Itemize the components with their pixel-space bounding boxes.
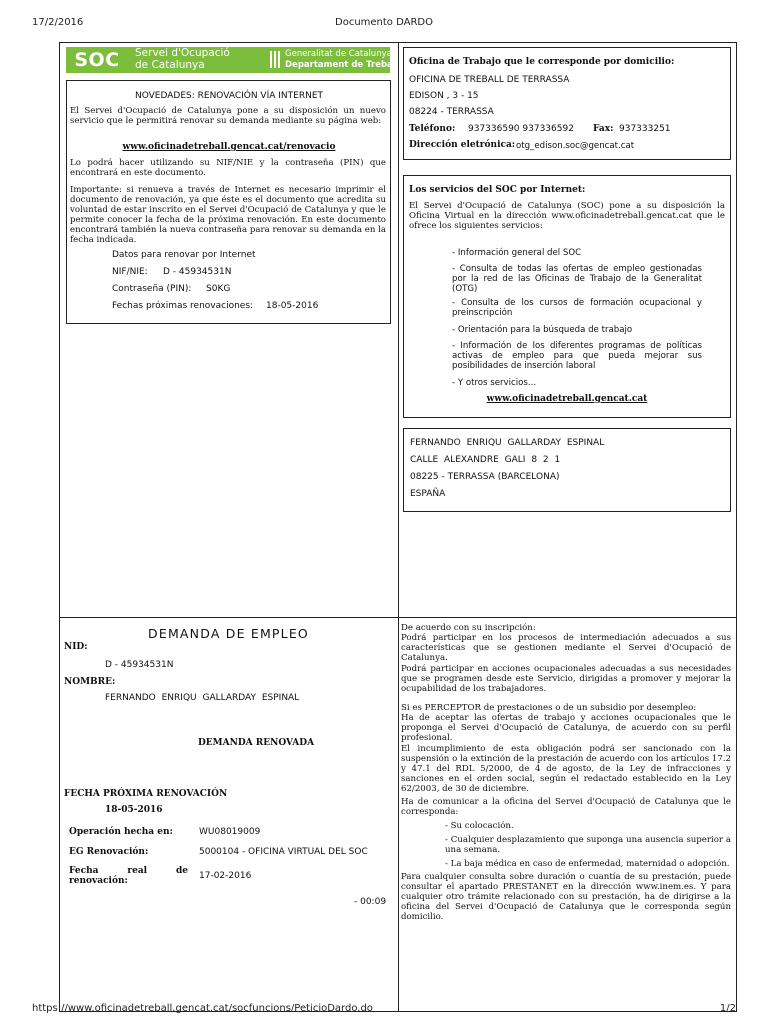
soc-name: [135, 47, 230, 71]
fechas-value: 18-05-2016: [266, 301, 319, 311]
nombre-label: NOMBRE:: [64, 677, 116, 687]
nid-label: NID:: [64, 642, 88, 652]
legal-p1: De acuerdo con su inscripción:: [401, 623, 536, 633]
legal-p2: Podrá participar en los procesos de intermediación adecuados a sus características que se gestionen mediante el Servei d'Ocupació de Catalunya.: [401, 633, 731, 663]
address-line4: ESPAÑA: [410, 489, 446, 499]
pin-value: S0KG: [206, 284, 231, 294]
nif-value: D - 45934531N: [163, 267, 232, 277]
nid-value: D - 45934531N: [105, 660, 174, 670]
servicio-item: - Consulta de todas las ofertas de empleo gestionadas por la red de las Oficinas de Trabajo de la Generalitat (OTG): [452, 264, 702, 294]
servicio-item: - Orientación para la búsqueda de trabajo: [452, 325, 633, 335]
fecha-real-label-2: renovación:: [69, 876, 128, 886]
legal-p5: Ha de aceptar las ofertas de trabajo y acciones ocupacionales que le proponga el Servei d'Ocupació de Catalunya, de acuerdo con su perfil profesional.: [401, 713, 731, 743]
legal-item: - La baja médica en caso de enfermedad, maternidad o adopción.: [445, 859, 730, 869]
oficina-tel-value: 937336590 937336592: [468, 124, 574, 134]
servicios-intro: El Servei d'Ocupació de Catalunya (SOC) pone a su disposición la Oficina Virtual en la dirección www.oficinadetreball.gencat.cat que le ofrece los siguientes servicios:: [409, 201, 725, 231]
print-page-number: 1/2: [719, 1003, 736, 1014]
servicio-item: - Y otros servicios...: [452, 378, 537, 388]
renovacion-intro: El Servei d'Ocupació de Catalunya pone a su disposición un nuevo servicio que le permitirá renovar su demanda mediante su página web:: [70, 106, 386, 126]
demanda-title: DEMANDA DE EMPLEO: [148, 626, 309, 641]
legal-p7: Ha de comunicar a la oficina del Servei d'Ocupació de Catalunya que le corresponda:: [401, 797, 731, 817]
oficina-fax-label: Fax:: [593, 124, 614, 134]
address-line2: CALLE ALEXANDRE GALI 8 2 1: [410, 455, 561, 465]
renovacion-importante: Importante: si renueva a través de Internet es necesario imprimir el documento de renovación, ya que éste es el documento que acredita su voluntad de estar inscrito en el Servei d'Ocupació de Catalunya y que le permite conocer la fecha de la próxima renovación. En este documento encontrará también la nueva contraseña para renovar su demanda en la fecha indicada.: [70, 185, 386, 245]
print-url: https://www.oficinadetreball.gencat.cat/socfuncions/PeticioDardo.do: [32, 1003, 373, 1014]
operacion-label: Operación hecha en:: [69, 827, 173, 837]
address-line1: FERNANDO ENRIQU GALLARDAY ESPINAL: [410, 438, 605, 448]
fecha-real-label: Fecha real de: [69, 866, 188, 876]
oficina-email-value[interactable]: otg_edison.soc@gencat.cat: [516, 141, 635, 151]
datos-label: Datos para renovar por Internet: [112, 250, 256, 260]
fecha-real-value: 17-02-2016: [199, 871, 252, 881]
fechas-label: Fechas próximas renovaciones:: [112, 301, 254, 311]
soc-logo: SOC: [66, 47, 128, 73]
eg-label: EG Renovación:: [69, 847, 149, 857]
oficina-city: 08224 - TERRASSA: [409, 107, 494, 117]
hora-value: - 00:09: [354, 897, 387, 907]
oficina-tel-label: Teléfono:: [409, 124, 456, 134]
oficina-email-label: Dirección eletrónica:: [409, 140, 516, 150]
legal-p6: El incumplimiento de esta obligación podrá ser sancionado con la suspensión o la extinción de la prestación de acuerdo con los artículos 17.2 y 47.1 del RDL 5/2000, de 4 de agosto, de la Ley de infracciones y sanciones en el orden social, según el redactado establecido en la Ley 62/2003, de 30 de diciembre.: [401, 744, 731, 794]
gencat-line2: Departament de Treball: [285, 60, 399, 70]
servicios-title: Los servicios del SOC por Internet:: [409, 185, 586, 195]
pin-label: Contraseña (PIN):: [112, 284, 192, 294]
section-divider: [59, 617, 737, 618]
oficina-name: OFICINA DE TREBALL DE TERRASSA: [409, 75, 570, 85]
legal-item: - Cualquier desplazamiento que suponga una ausencia superior a una semana.: [445, 835, 731, 855]
gencat-name: [285, 49, 399, 71]
soc-name-line2: de Catalunya: [135, 59, 205, 71]
servicios-link[interactable]: www.oficinadetreball.gencat.cat: [486, 394, 648, 404]
oficina-title: Oficina de Trabajo que le corresponde por domicilio:: [409, 57, 675, 67]
demanda-estado: DEMANDA RENOVADA: [198, 738, 315, 748]
nombre-value: FERNANDO ENRIQU GALLARDAY ESPINAL: [105, 693, 300, 703]
legal-item: - Su colocación.: [445, 821, 514, 831]
print-date: 17/2/2016: [32, 17, 84, 28]
fecha-proxima-value: 18-05-2016: [105, 805, 163, 815]
servicio-item: - Información de los diferentes programas de políticas activas de empleo para que pueda mejorar sus posibilidades de inserción laboral: [452, 341, 702, 371]
nif-label: NIF/NIE:: [112, 267, 148, 277]
gencat-line1: Generalitat de Catalunya: [285, 49, 392, 59]
oficina-fax-value: 937333251: [619, 124, 671, 134]
address-line3: 08225 - TERRASSA (BARCELONA): [410, 472, 560, 482]
fecha-proxima-label: FECHA PRÓXIMA RENOVACIÓN: [64, 789, 228, 799]
legal-text: [401, 623, 731, 922]
soc-name-line1: Servei d'Ocupació: [135, 47, 230, 59]
servicio-item: - Consulta de los cursos de formación ocupacional y preinscripción: [452, 298, 702, 318]
print-page-title: Documento DARDO: [335, 17, 433, 28]
servicio-item: - Información general del SOC: [452, 248, 582, 258]
oficina-street: EDISON , 3 - 15: [409, 91, 479, 101]
legal-p8: Para cualquier consulta sobre duración o cuantía de su prestación, puede consultar el apartado PRESTANET en la dirección www.inem.es. Y para cualquier otro trámite relacionado con su prestación, ha de dirigirse a la oficina del Servei d'Ocupació de Catalunya que le corresponda según domicilio.: [401, 872, 731, 922]
legal-p3: Podrá participar en acciones ocupacionales adecuadas a sus necesidades que se programen desde este Servicio, dirigidas a promover y mejorar la ocupabilidad de los trabajadores.: [401, 664, 731, 694]
operacion-value: WU08019009: [199, 827, 261, 837]
gencat-logo-icon: [270, 51, 280, 68]
renovacion-title: NOVEDADES: RENOVACIÓN VÍA INTERNET: [134, 91, 323, 101]
legal-p4: Si es PERCEPTOR de prestaciones o de un subsidio por desempleo:: [401, 703, 697, 713]
eg-value: 5000104 - OFICINA VIRTUAL DEL SOC: [199, 847, 368, 857]
renovacion-pin-info: Lo podrá hacer utilizando su NIF/NIE y la contraseña (PIN) que encontrará en este documento.: [70, 158, 386, 178]
column-divider: [398, 42, 399, 1012]
renovacion-link[interactable]: www.oficinadetreball.gencat.cat/renovacio: [122, 142, 336, 152]
